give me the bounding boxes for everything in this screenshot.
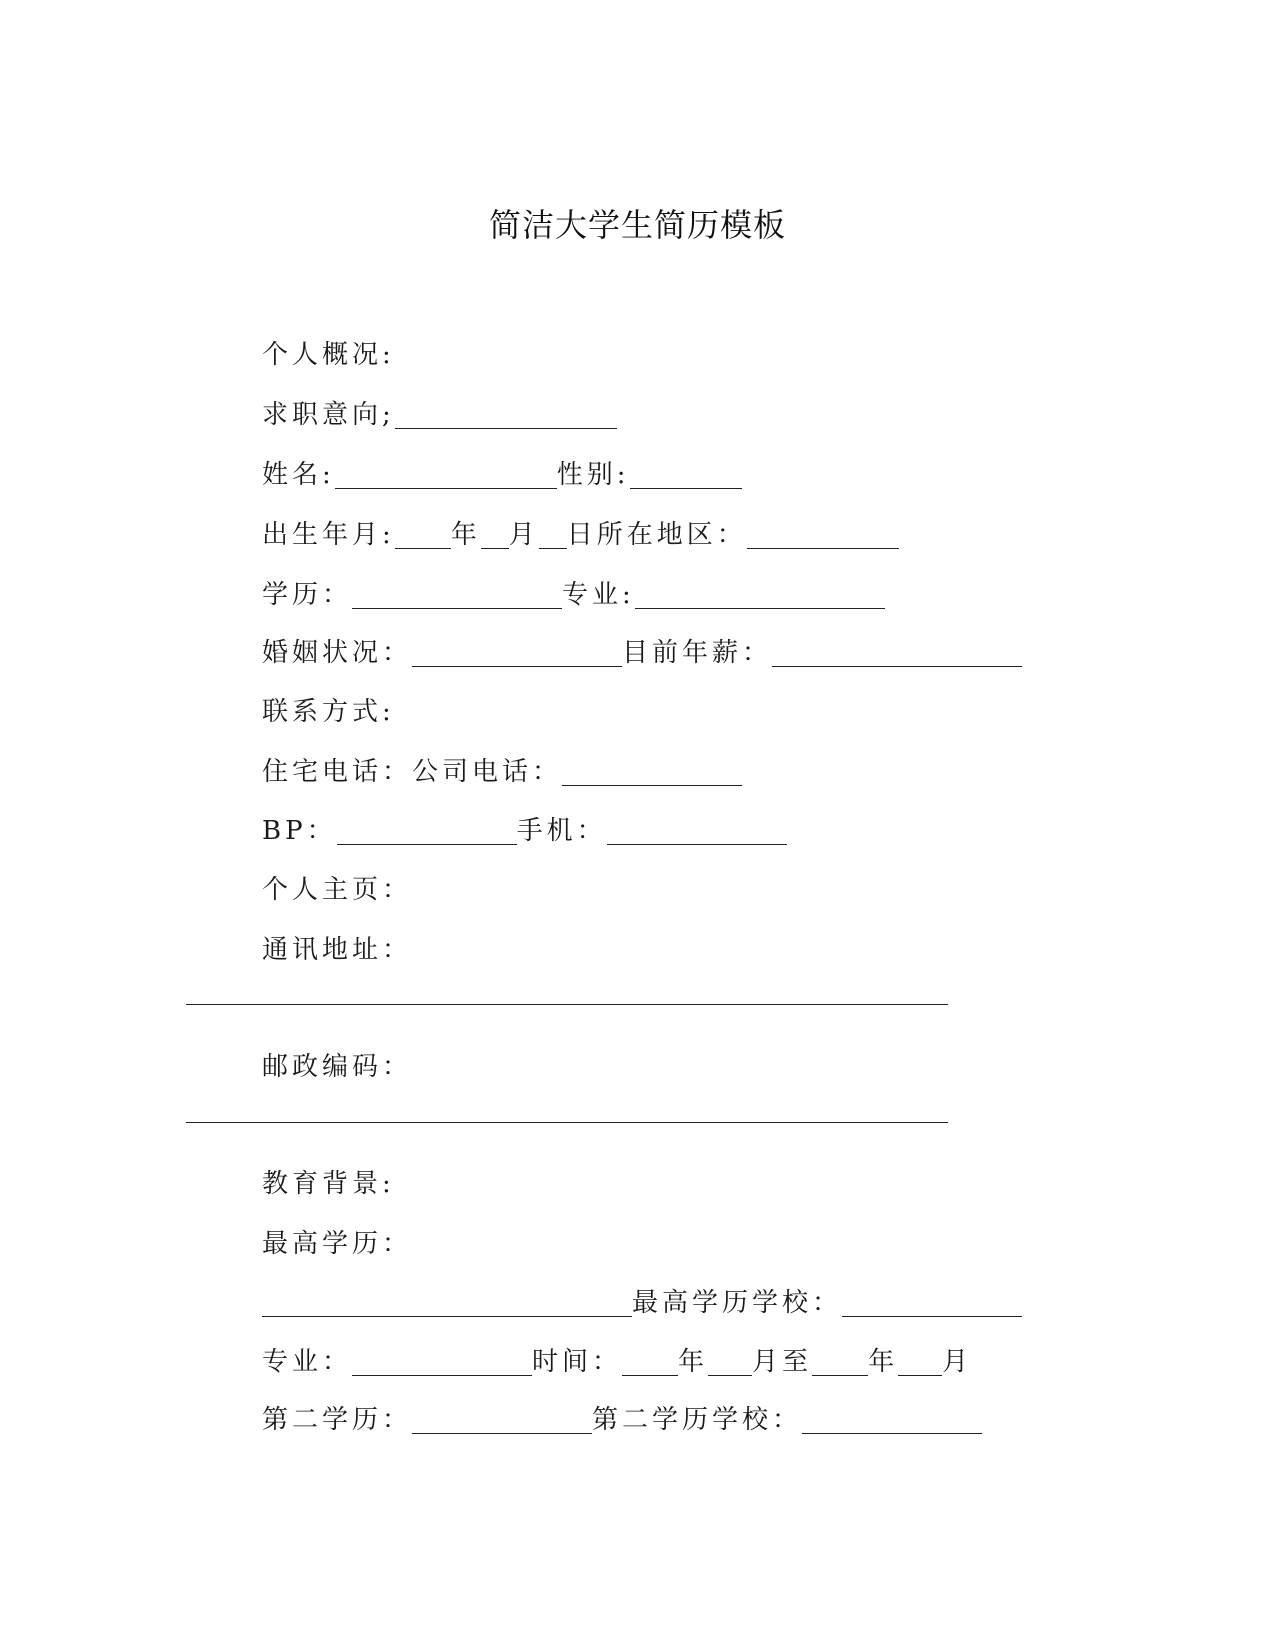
second-degree-row: [262, 1400, 982, 1440]
job-intent-row: [262, 395, 617, 435]
contact-label: 联系方式:: [262, 697, 395, 727]
education-label: 学历：: [262, 580, 353, 610]
second-degree-field[interactable]: [412, 1403, 592, 1434]
highest-school-label: 最高学历学校：: [632, 1288, 843, 1318]
second-school-label: 第二学历学校：: [592, 1405, 803, 1435]
marital-label: 婚姻状况：: [262, 638, 413, 668]
birth-day-field[interactable]: [539, 518, 567, 549]
start-year-field[interactable]: [622, 1345, 678, 1376]
highest-school-row: [262, 1283, 1022, 1323]
overview-label: 个人概况:: [262, 340, 395, 370]
marital-salary-row: [262, 633, 1022, 673]
end-month-field[interactable]: [898, 1345, 942, 1376]
bp-mobile-row: [262, 811, 787, 851]
highest-degree-field[interactable]: [262, 1286, 632, 1317]
section-overview: [262, 335, 395, 375]
birth-row: [262, 515, 899, 555]
document-title: 简洁大学生简历模板: [488, 206, 786, 244]
second-degree-label: 第二学历：: [262, 1405, 413, 1435]
edu-background-label: 教育背景:: [262, 1169, 395, 1199]
major-field[interactable]: [635, 578, 885, 609]
mobile-label: 手机：: [516, 816, 607, 846]
gender-field[interactable]: [630, 458, 742, 489]
year-label: 年: [450, 520, 481, 550]
homepage-row: [262, 870, 412, 910]
contact-row: [262, 692, 395, 732]
birth-month-field[interactable]: [481, 518, 509, 549]
job-intent-label: 求职意向;: [262, 400, 395, 430]
postcode-label: 邮政编码：: [262, 1052, 413, 1082]
name-label: 姓名:: [262, 460, 335, 490]
year2-label: 年: [678, 1347, 709, 1377]
end-year-field[interactable]: [812, 1345, 868, 1376]
highest-degree-row: [262, 1224, 412, 1264]
month-to-label: 月至: [752, 1347, 813, 1377]
homepage-label: 个人主页：: [262, 875, 413, 905]
major-label: 专业:: [562, 580, 635, 610]
birth-label: 出生年月:: [262, 520, 395, 550]
day-region-label: 日所在地区：: [566, 520, 747, 550]
salary-label: 目前年薪：: [622, 638, 773, 668]
name-gender-row: [262, 455, 742, 495]
birth-year-field[interactable]: [395, 518, 451, 549]
month-label: 月: [508, 520, 539, 550]
name-field[interactable]: [335, 458, 557, 489]
edu-background-row: [262, 1164, 395, 1204]
gender-label: 性别:: [556, 460, 630, 490]
second-school-field[interactable]: [802, 1403, 982, 1434]
major-time-row: [262, 1342, 972, 1382]
marital-field[interactable]: [412, 636, 622, 667]
highest-degree-label: 最高学历：: [262, 1229, 413, 1259]
bp-field[interactable]: [337, 814, 517, 845]
bp-label: BP：: [262, 816, 337, 846]
time-label: 时间：: [532, 1347, 623, 1377]
highest-school-field[interactable]: [842, 1286, 1022, 1317]
address-row: [262, 930, 412, 970]
start-month-field[interactable]: [708, 1345, 752, 1376]
home-company-phone-label: 住宅电话：公司电话：: [262, 757, 563, 787]
address-field[interactable]: [186, 1004, 948, 1005]
address-label: 通讯地址：: [262, 935, 413, 965]
month3-label: 月: [942, 1347, 973, 1377]
education-field[interactable]: [352, 578, 562, 609]
major2-field[interactable]: [352, 1345, 532, 1376]
company-phone-field[interactable]: [562, 755, 742, 786]
year3-label: 年: [868, 1347, 899, 1377]
mobile-field[interactable]: [607, 814, 787, 845]
postcode-row: [262, 1047, 412, 1087]
job-intent-field[interactable]: [395, 398, 617, 429]
postcode-field[interactable]: [186, 1122, 948, 1123]
major2-label: 专业：: [262, 1347, 353, 1377]
education-major-row: [262, 575, 885, 615]
region-field[interactable]: [747, 518, 899, 549]
phone-row: [262, 752, 742, 792]
salary-field[interactable]: [772, 636, 1022, 667]
